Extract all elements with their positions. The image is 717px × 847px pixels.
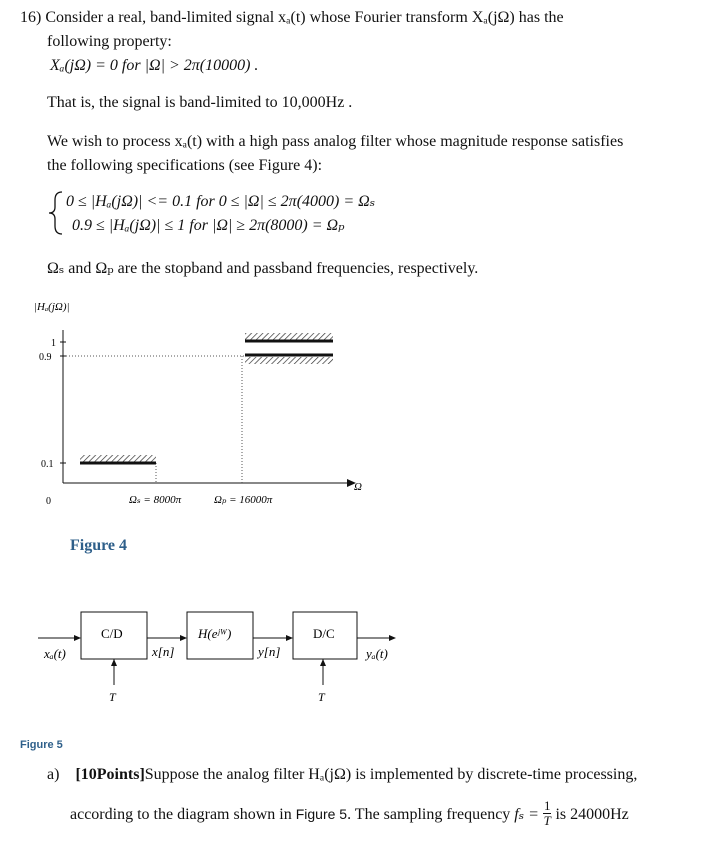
xn-arrow bbox=[180, 635, 187, 641]
t2-arrow bbox=[320, 659, 326, 666]
problem-line-6: the following specifications (see Figure 4): bbox=[47, 157, 323, 174]
input-arrow bbox=[74, 635, 81, 641]
t1-label: T bbox=[109, 690, 116, 704]
stopband-hatch bbox=[80, 455, 156, 462]
passband-spec: 0.9 ≤ |Hₐ(jΩ)| ≤ 1 for |Ω| ≥ 2π(8000) = Ωₚ bbox=[72, 217, 345, 234]
part-a-line-1 bbox=[47, 765, 637, 785]
x-axis-label: Ω bbox=[354, 481, 362, 493]
omega-s-label: Ωₛ = 8000π bbox=[129, 494, 182, 506]
tick-label-01: 0.1 bbox=[41, 459, 54, 470]
yn-label: y[n] bbox=[258, 644, 281, 659]
cd-label: C/D bbox=[101, 626, 123, 641]
t1-arrow bbox=[111, 659, 117, 666]
part-a-points: [10Points] bbox=[75, 766, 145, 783]
h-label: H(eʲᵂ) bbox=[198, 626, 232, 641]
yn-arrow bbox=[286, 635, 293, 641]
problem-line-1: 16) Consider a real, band-limited signal xₐ(t) whose Fourier transform Xₐ(jΩ) has the bbox=[20, 9, 564, 26]
figure-5-diagram bbox=[0, 595, 440, 710]
tick-label-0: 0 bbox=[46, 496, 51, 507]
problem-line-4: That is, the signal is band-limited to 10,000Hz . bbox=[47, 94, 353, 111]
part-a-text-2b: . The sampling frequency bbox=[347, 806, 511, 824]
part-a-text-2c: is 24000Hz bbox=[555, 806, 629, 824]
stopband-spec: 0 ≤ |Hₐ(jΩ)| <= 0.1 for 0 ≤ |Ω| ≤ 2π(4000) = Ωₛ bbox=[66, 193, 376, 210]
problem-line-5: We wish to process xₐ(t) with a high pass analog filter whose magnitude response satisfies bbox=[47, 133, 624, 150]
sampling-fraction bbox=[543, 799, 552, 828]
part-a-label: a) bbox=[47, 766, 60, 783]
t2-label: T bbox=[318, 690, 325, 704]
fraction-numerator: 1 bbox=[543, 798, 551, 813]
passband-lower-hatch bbox=[245, 357, 333, 364]
input-label: xₐ(t) bbox=[44, 646, 66, 661]
y-axis-label: |Hₐ(jΩ)| bbox=[34, 301, 70, 313]
dc-label: D/C bbox=[313, 626, 335, 641]
figure-4-caption: Figure 4 bbox=[70, 537, 128, 554]
part-a-figure-ref: Figure 5 bbox=[295, 806, 348, 823]
passband-upper-hatch bbox=[245, 333, 333, 340]
xn-label: x[n] bbox=[152, 644, 175, 659]
tick-label-09: 0.9 bbox=[39, 352, 52, 363]
part-a-line-2 bbox=[70, 798, 629, 830]
output-arrow bbox=[389, 635, 396, 641]
omega-p-label: Ωₚ = 16000π bbox=[214, 494, 273, 506]
figure-4-plot bbox=[0, 290, 420, 530]
spec-brace bbox=[46, 190, 66, 236]
tick-label-1: 1 bbox=[51, 338, 56, 349]
problem-line-7: Ωₛ and Ωₚ are the stopband and passband frequencies, respectively. bbox=[47, 260, 479, 277]
part-a-text-2a: according to the diagram shown in bbox=[70, 806, 292, 824]
sampling-frequency-symbol: fₛ = bbox=[514, 806, 539, 824]
figure-5-caption: Figure 5 bbox=[20, 739, 63, 751]
output-label: yₐ(t) bbox=[366, 646, 388, 661]
bandlimit-equation: Xₐ(jΩ) = 0 for |Ω| > 2π(10000) . bbox=[50, 57, 259, 74]
problem-line-2: following property: bbox=[47, 33, 172, 50]
fraction-denominator: T bbox=[543, 813, 551, 828]
part-a-text-1: Suppose the analog filter Hₐ(jΩ) is implemented by discrete-time processing, bbox=[144, 766, 638, 783]
